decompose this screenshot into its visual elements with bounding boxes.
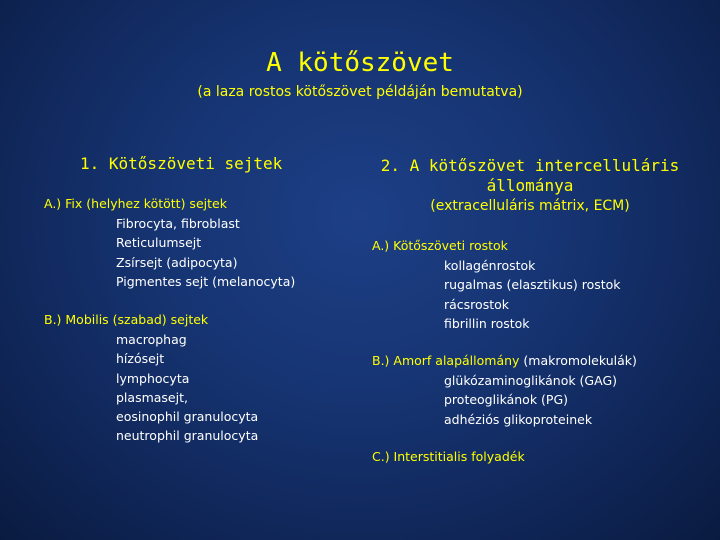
list-item: proteoglikánok (PG) [444,392,569,408]
right-heading [370,156,690,196]
list-item: macrophag [116,332,187,347]
list-item: adhéziós glikoproteinek [444,411,593,427]
list-item: rugalmas (elasztikus) rostok [444,277,621,293]
list-item: kollagénrostok [444,258,536,273]
fixed-cells-list [116,214,295,291]
right-heading-line2: állománya [486,176,574,195]
list-item: eosinophil granulocyta [116,409,259,425]
amorph-label-main: B.) Amorf alapállomány [372,353,520,368]
page-subtitle: (a laza rostos kötőszövet példáján bemutatva) [197,84,523,100]
list-item: lymphocyta [116,370,190,386]
mobile-cells-label: B.) Mobilis (szabad) sejtek [44,312,209,327]
list-item: rácsrostok [444,296,509,312]
amorph-label-suffix: (makromolekulák) [519,353,637,368]
mobile-cells-list [116,330,258,446]
list-item: neutrophil granulocyta [116,428,259,444]
amorph-list [444,371,617,429]
list-item: Fibrocyta, fibroblast [116,216,240,231]
list-item: Reticulumsejt [116,235,202,251]
list-item: Zsírsejt (adipocyta) [116,254,238,270]
list-item: glükózaminoglikánok (GAG) [444,373,618,388]
page-title: A kötőszövet [266,48,454,78]
list-item: fibrillin rostok [444,315,530,331]
list-item: Pigmentes sejt (melanocyta) [116,273,296,289]
fixed-cells-label: A.) Fix (helyhez kötött) sejtek [44,196,227,211]
interstitial-label: C.) Interstitialis folyadék [372,449,525,464]
right-heading-sub: (extracelluláris mátrix, ECM) [430,198,630,214]
amorph-label [372,353,637,368]
list-item: hízósejt [116,351,165,367]
fibers-label: A.) Kötőszöveti rostok [372,238,508,253]
fibers-list [444,256,621,333]
list-item: plasmasejt, [116,389,188,405]
left-heading: 1. Kötőszöveti sejtek [80,154,283,173]
right-heading-line1: 2. A kötőszövet intercelluláris [380,156,680,175]
